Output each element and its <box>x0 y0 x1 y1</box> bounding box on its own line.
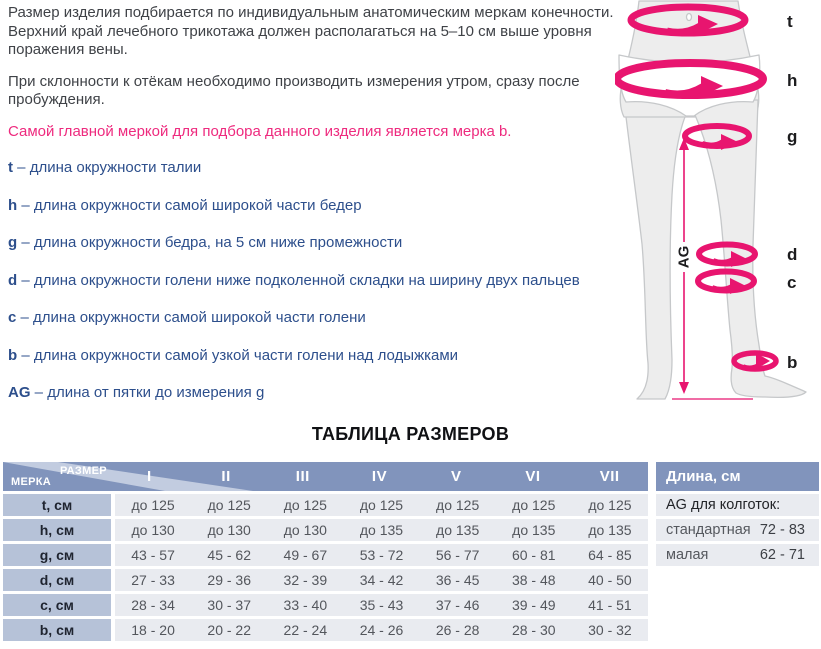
measurement-item-b <box>8 347 614 366</box>
cell: 34 - 42 <box>359 572 404 588</box>
cell: до 135 <box>436 522 480 538</box>
row-label: c, см <box>3 594 111 616</box>
length-label: малая <box>666 547 709 563</box>
cell: 41 - 51 <box>588 597 632 613</box>
cell: до 130 <box>131 522 175 538</box>
cell: до 125 <box>283 497 327 513</box>
measurement-key: g <box>8 234 18 251</box>
cell: 26 - 28 <box>435 622 480 638</box>
size-column-header: V <box>450 468 462 485</box>
cell: 22 - 24 <box>283 622 328 638</box>
cell: до 125 <box>131 497 175 513</box>
corner-cell <box>3 462 111 491</box>
cell: 37 - 46 <box>435 597 480 613</box>
row-values <box>115 594 648 616</box>
measurement-item-d <box>8 272 614 291</box>
size-column-header: I <box>147 468 152 485</box>
table-row-d <box>3 569 648 591</box>
measurement-key: h <box>8 196 18 214</box>
length-label: стандартная <box>666 522 751 538</box>
cell: 64 - 85 <box>588 547 632 563</box>
cell: 33 - 40 <box>283 597 328 613</box>
row-label: t, см <box>3 494 111 516</box>
label-d: d <box>787 245 798 264</box>
cell: 36 - 45 <box>435 572 480 588</box>
cell: до 130 <box>283 522 327 538</box>
cell: до 125 <box>512 497 556 513</box>
measurement-desc: длина от пятки до измерения g <box>47 384 265 401</box>
measurement-desc: длина окружности бедра, на 5 см ниже промежности <box>33 234 403 251</box>
cell: до 135 <box>512 522 556 538</box>
label-b: b <box>787 353 798 372</box>
label-g: g <box>787 127 798 146</box>
measurement-item-t <box>8 159 614 178</box>
length-panel-header: Длина, см <box>656 462 819 491</box>
size-column-header: II <box>221 468 231 485</box>
cell: до 125 <box>359 497 404 513</box>
dash: – <box>21 346 30 364</box>
label-ag: AG <box>675 245 693 269</box>
size-column-header: VII <box>599 468 620 485</box>
size-column-header: VI <box>525 468 541 485</box>
table-title: ТАБЛИЦА РАЗМЕРОВ <box>311 424 510 444</box>
dash: – <box>34 384 44 401</box>
length-panel <box>656 462 819 566</box>
cell: 56 - 77 <box>435 547 480 563</box>
table-row-b <box>3 619 648 641</box>
cell: 45 - 62 <box>207 547 251 563</box>
length-row-standard <box>656 519 819 541</box>
label-t: t <box>787 12 793 31</box>
row-label: g, см <box>3 544 111 566</box>
table-row-t <box>3 494 648 516</box>
length-row-small <box>656 544 819 566</box>
measurement-desc: длина окружности самой узкой части голени над лодыжками <box>33 346 459 364</box>
measurement-list <box>8 159 614 403</box>
table-row-g <box>3 544 648 566</box>
cell: 35 - 43 <box>359 597 404 613</box>
dash: – <box>21 234 30 251</box>
cell: 18 - 20 <box>131 622 175 638</box>
row-label: d, см <box>3 569 111 591</box>
intro-paragraph-2: При склонности к отёкам необходимо производить измерения утром, сразу после пробуждения. <box>8 72 580 108</box>
intro-paragraph-1: Размер изделия подбирается по индивидуальным анатомическим меркам конечности. Верхний край лечебного трикотажа должен располагаться на 5–10 см выше уровня поражения вены. <box>8 4 614 58</box>
measurement-key: b <box>8 346 18 364</box>
length-panel-subheader: AG для колготок: <box>656 494 819 516</box>
label-c: c <box>787 273 797 292</box>
label-h: h <box>787 71 798 90</box>
cell: 38 - 48 <box>511 572 556 588</box>
size-column-header: IV <box>371 468 388 485</box>
cell: 43 - 57 <box>131 547 175 563</box>
length-value: 72 - 83 <box>759 522 805 538</box>
leg-measurement-diagram <box>615 0 821 420</box>
cell: 28 - 34 <box>131 597 175 613</box>
cell: 28 - 30 <box>511 622 556 638</box>
cell: 29 - 36 <box>207 572 251 588</box>
measurement-key: t <box>8 159 13 176</box>
dash: – <box>21 196 30 214</box>
size-column-header: III <box>295 468 310 485</box>
measurement-desc: длина окружности голени ниже подколенной складки на ширину двух пальцев <box>33 271 580 289</box>
row-values <box>115 569 648 591</box>
row-values <box>115 494 648 516</box>
corner-label-size: РАЗМЕР <box>60 465 107 477</box>
row-values <box>115 544 648 566</box>
length-value: 62 - 71 <box>759 547 805 563</box>
measurement-desc: длина окружности самой широкой части голени <box>33 309 366 326</box>
intro-text-column <box>8 4 614 422</box>
dash: – <box>20 309 29 326</box>
intro-highlight: Самой главной меркой для подбора данного изделия является мерка b. <box>8 122 512 140</box>
cell: 40 - 50 <box>588 572 632 588</box>
row-values <box>115 619 648 641</box>
measurement-item-g <box>8 234 614 253</box>
measurement-item-c <box>8 309 614 328</box>
size-table <box>3 462 648 641</box>
dash: – <box>17 159 26 176</box>
cell: до 125 <box>207 497 251 513</box>
measurement-desc: длина окружности самой широкой части бедер <box>33 196 362 214</box>
cell: 20 - 22 <box>207 622 251 638</box>
cell: 32 - 39 <box>283 572 328 588</box>
navel <box>687 14 692 21</box>
cell: 30 - 37 <box>207 597 251 613</box>
dash: – <box>21 271 30 289</box>
cell: 30 - 32 <box>588 622 632 638</box>
measurement-item-h <box>8 197 614 216</box>
cell: 27 - 33 <box>131 572 175 588</box>
table-row-c <box>3 594 648 616</box>
table-row-h <box>3 519 648 541</box>
measurement-desc: длина окружности талии <box>29 159 202 176</box>
cell: 39 - 49 <box>511 597 556 613</box>
cell: до 125 <box>436 497 480 513</box>
row-label: h, см <box>3 519 111 541</box>
measurement-item-ag <box>8 384 614 403</box>
cell: до 135 <box>359 522 404 538</box>
cell: до 130 <box>207 522 251 538</box>
size-table-header <box>3 462 648 491</box>
corner-label-measure: МЕРКА <box>11 476 51 488</box>
cell: 53 - 72 <box>359 547 404 563</box>
measurement-key: AG <box>8 384 31 401</box>
cell: 24 - 26 <box>359 622 404 638</box>
measurement-key: c <box>8 309 17 326</box>
measurement-key: d <box>8 271 18 289</box>
row-label: b, см <box>3 619 111 641</box>
cell: до 135 <box>588 522 632 538</box>
cell: 60 - 81 <box>511 547 556 563</box>
row-values <box>115 519 648 541</box>
cell: 49 - 67 <box>283 547 328 563</box>
cell: до 125 <box>588 497 632 513</box>
